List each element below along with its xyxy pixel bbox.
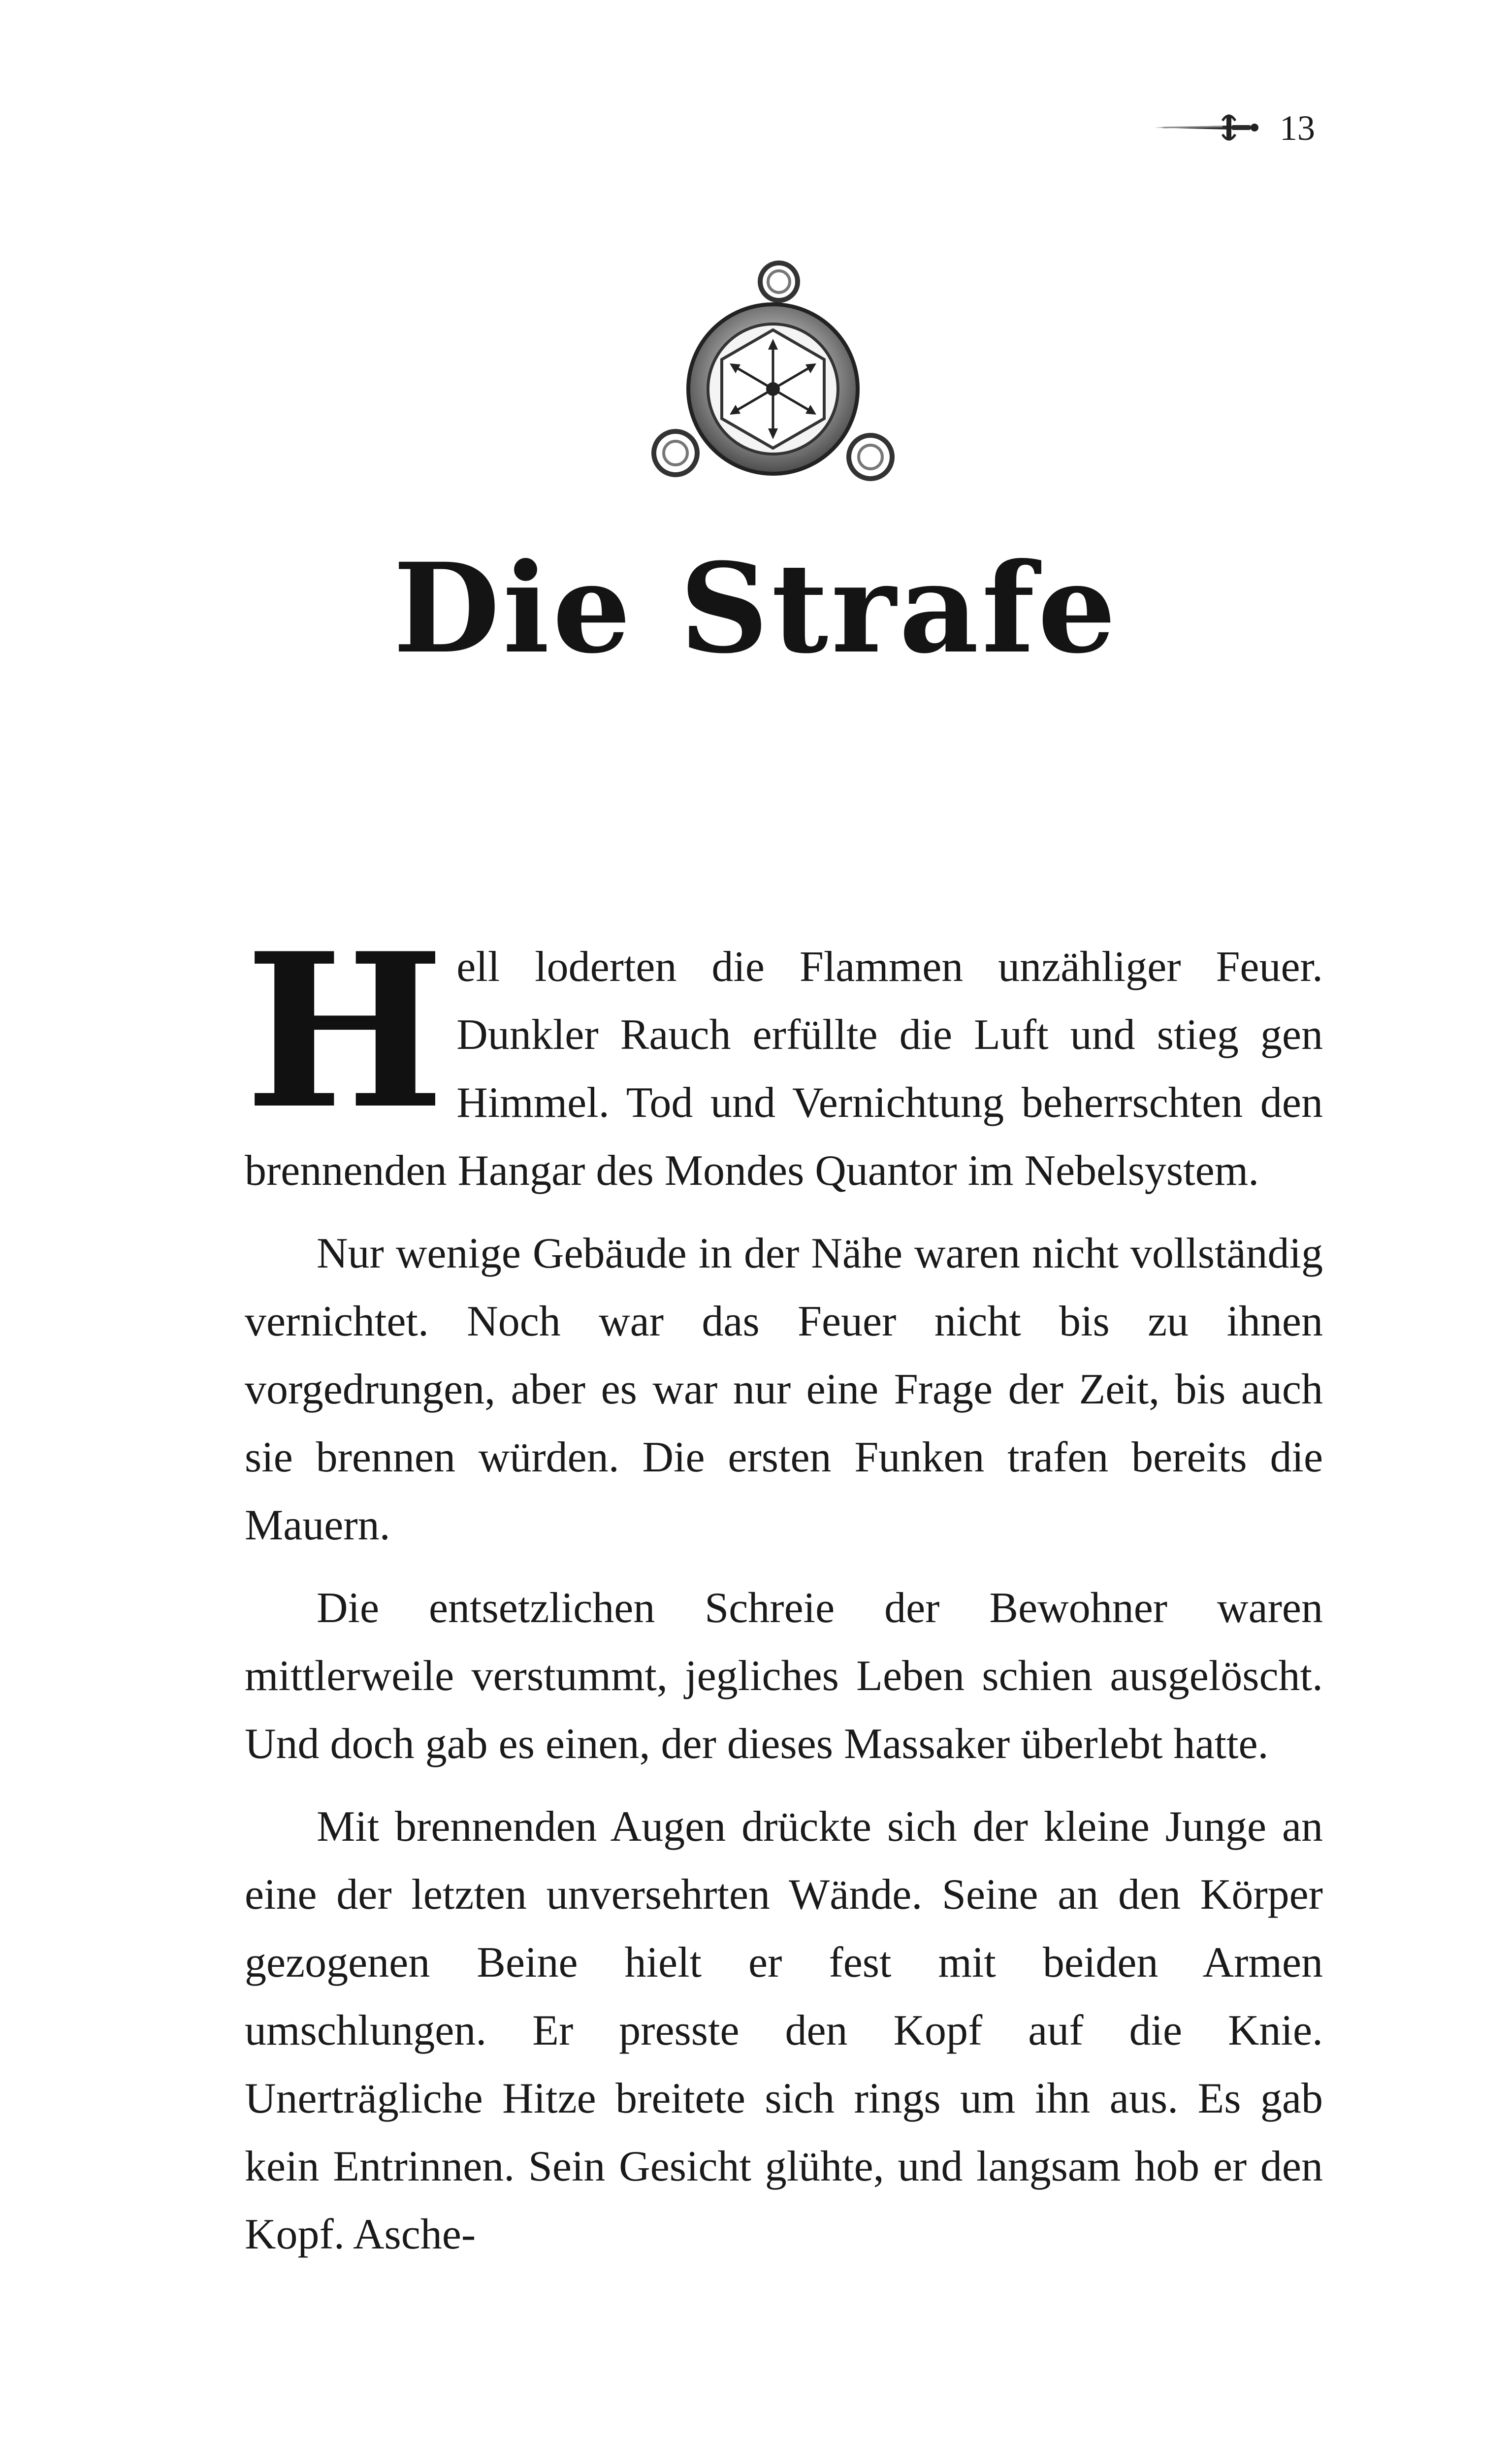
page-number: 13: [1280, 108, 1315, 148]
running-header: [1154, 101, 1315, 155]
celtic-rings-compass-emblem-icon: [640, 256, 906, 502]
paragraph-1: [245, 907, 1323, 1205]
paragraph-4: Mit brennenden Augen drückte sich der kleine Junge an eine der letzten unversehrten Wände. Seine an den Körper gezogenen Beine hielt er fest mit beiden Armen umschlungen. Er presste den Kopf auf die Knie. Unerträgliche Hitze breitete sich rings um ihn aus. Es gab kein Entrinnen. Sein Gesicht glühte, und langsam hob er den Kopf. Asche-: [245, 1803, 1323, 2258]
paragraph-1-text: ell loderten die Flammen unzähliger Feuer. Dunkler Rauch erfüllte die Luft und stieg gen Himmel. Tod und Vernichtung beherrschten den brennenden Hangar des Mondes Quantor im Nebelsystem.: [245, 943, 1323, 1195]
drop-cap: H: [245, 907, 445, 1156]
chapter-title: Die Strafe: [393, 536, 1119, 681]
chapter-body: [245, 907, 1323, 2269]
paragraph-3: Die entsetzlichen Schreie der Bewohner waren mittlerweile verstummt, jegliches Leben schien ausgelöscht. Und doch gab es einen, der dieses Massaker überlebt hatte.: [245, 1584, 1323, 1768]
sword-ornament-icon: [1154, 106, 1262, 150]
paragraph-2: Nur wenige Gebäude in der Nähe waren nicht vollständig vernichtet. Noch war das Feuer nicht bis zu ihnen vorgedrungen, aber es war nur eine Frage der Zeit, bis auch sie brennen würden. Die ersten Funken trafen bereits die Mauern.: [245, 1230, 1323, 1549]
